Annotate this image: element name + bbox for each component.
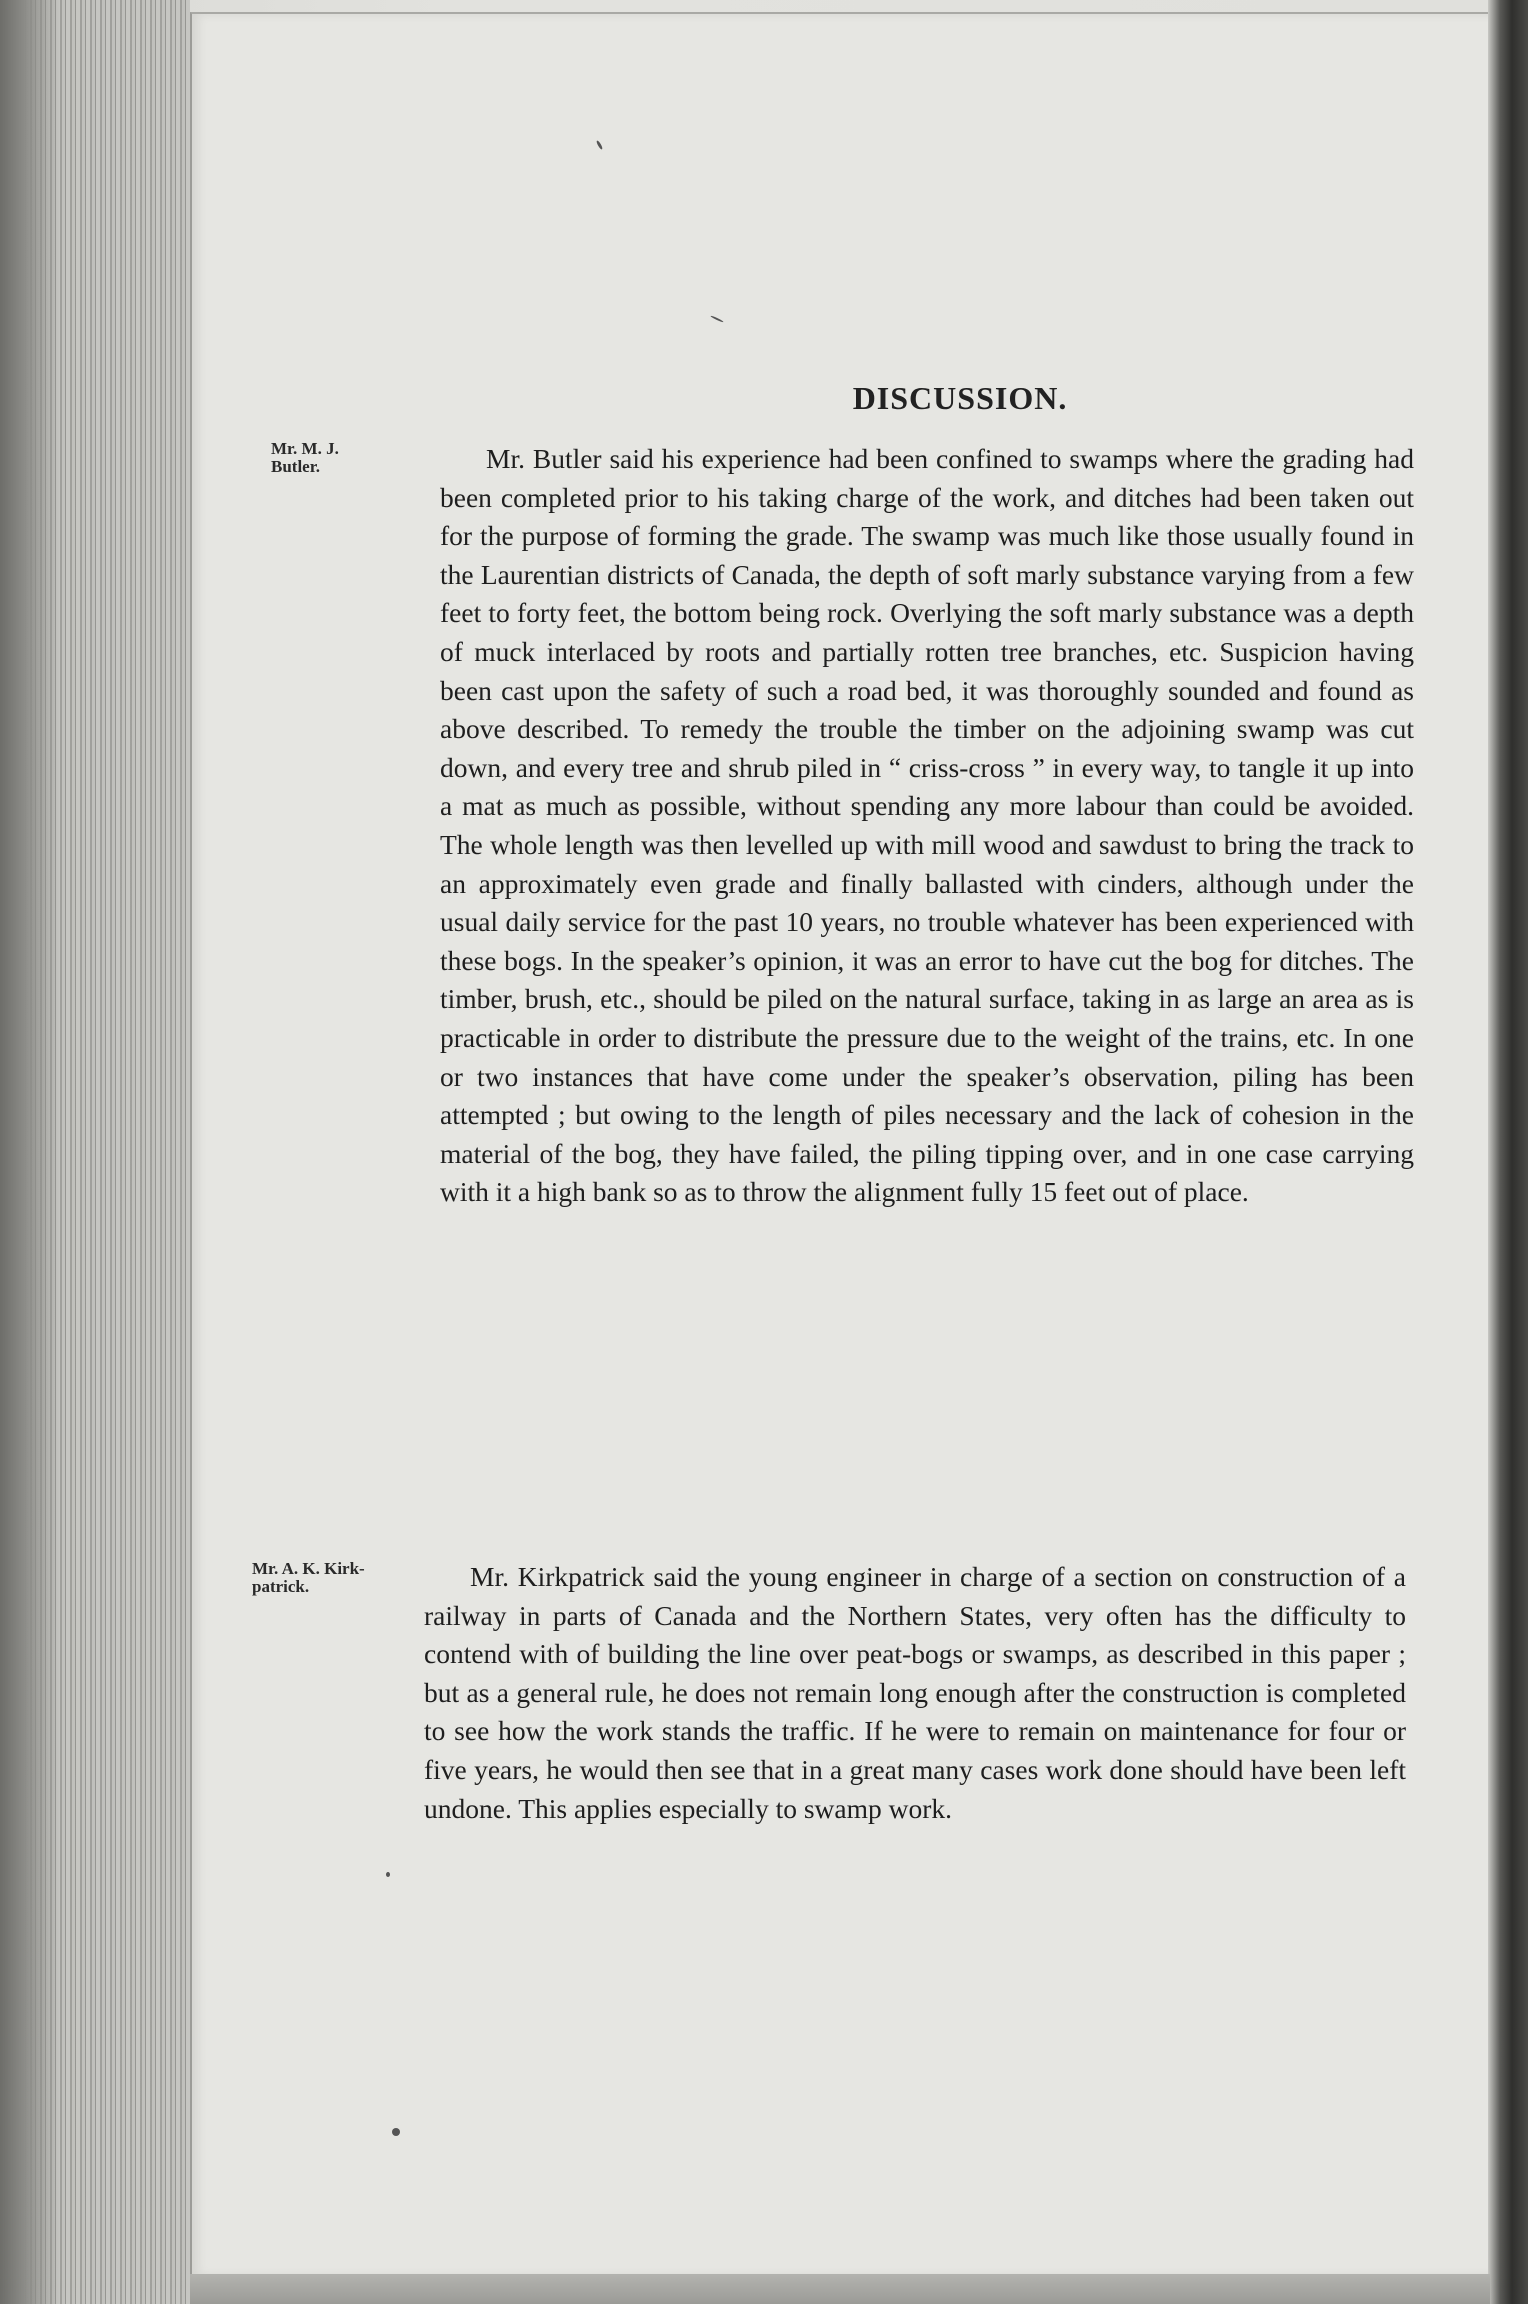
sidenote-kirkpatrick-line-2: patrick. xyxy=(252,1577,310,1596)
scan-speck xyxy=(386,1872,390,1877)
page-bottom-edge xyxy=(190,2274,1490,2304)
sidenote-kirkpatrick xyxy=(252,1560,365,1596)
paragraph-kirkpatrick: Mr. Kirkpatrick said the young engineer in charge of a section on construction of a railway in parts of Canada and the Northern States, very often has the difficulty to contend with of building the line over peat-bogs or swamps, as described in this paper ; but as a general rule, he does not remain long enough after the construction is completed to see how the work stands the traffic. If he were to remain on maintenance for four or five years, he would then see that in a great many cases work done should have been left undone. This applies especially to swamp work. xyxy=(424,1561,1406,1824)
sidenote-butler-line-2: Butler. xyxy=(271,457,320,476)
page-right-edge xyxy=(1488,0,1528,2304)
sidenote-butler xyxy=(271,440,339,476)
discussion-heading: DISCUSSION. xyxy=(852,380,1068,416)
book-edge-shadow xyxy=(0,0,60,2304)
scan-speck xyxy=(392,2128,400,2136)
paragraph-butler: Mr. Butler said his experience had been confined to swamps where the grading had been completed prior to his taking charge of the work, and ditches had been taken out for the purpose of forming the grade. The swamp was much like those usually found in the Laurentian districts of Canada, the depth of soft marly substance varying from a few feet to forty feet, the bottom being rock. Overlying the soft marly substance was a depth of muck interlaced by roots and partially rotten tree branches, etc. Suspicion having been cast upon the safety of such a road bed, it was thoroughly sounded and found as above described. To remedy the trouble the timber on the adjoining swamp was cut down, and every tree and shrub piled in “ criss-cross ” in every way, to tangle it up into a mat as much as possible, without spending any more labour than could be avoided. The whole length was then levelled up with mill wood and sawdust to bring the track to an approximately even grade and finally ballasted with cinders, although under the usual daily service for the past 10 years, no trouble whatever has been experienced with these bogs. In the speaker’s opinion, it was an error to have cut the bog for ditches. The timber, brush, etc., should be piled on the natural surface, taking in as large an area as is practicable in order to distribute the pressure due to the weight of the trains, etc. In one or two instances that have come under the speaker’s observation, piling has been attempted ; but owing to the length of piles necessary and the lack of cohesion in the material of the bog, they have failed, the piling tipping over, and in one case carrying with it a high bank so as to throw the alignment fully 15 feet out of place. xyxy=(440,443,1414,1208)
sidenote-butler-line-1: Mr. M. J. xyxy=(271,439,339,458)
sidenote-kirkpatrick-line-1: Mr. A. K. Kirk- xyxy=(252,1559,365,1578)
